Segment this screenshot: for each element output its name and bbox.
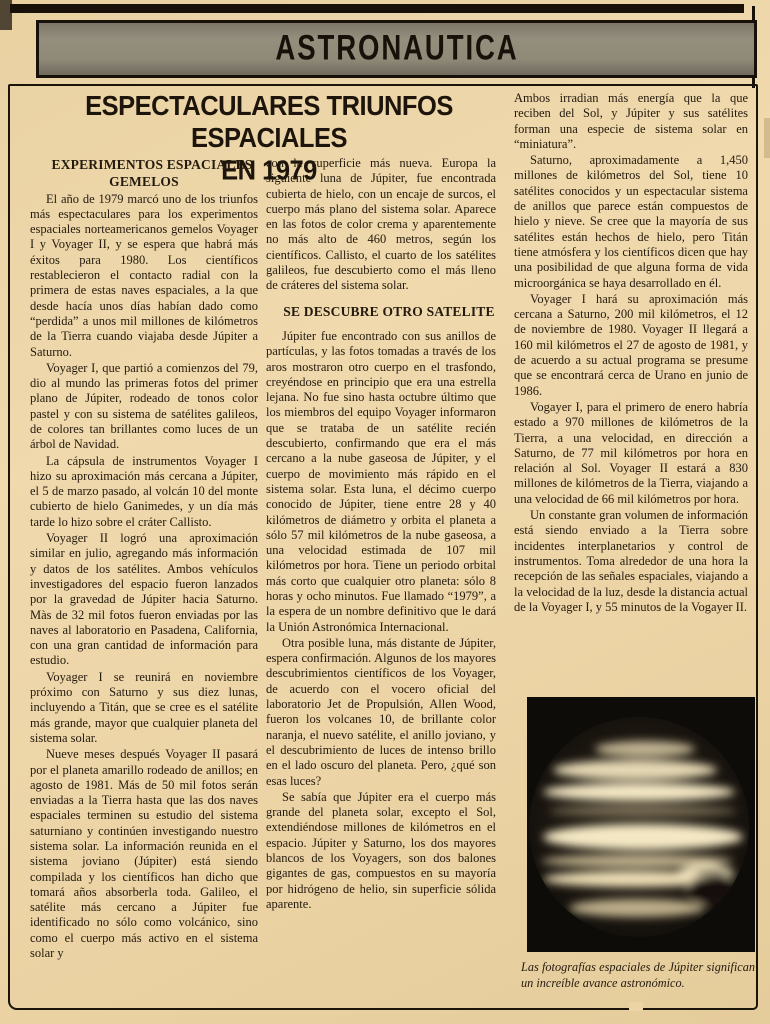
- paragraph: Voyager I hará su aproximación más cercana a Saturno, 200 mil kilómetros, el 12 de noviembre de 1980. Voyager II llegará a 160 mil kilómetros el 27 de agosto de 1981, y de acuerdo a su actual programa se presume que se encontrará cerca de Urano en junio de 1986.: [514, 291, 748, 398]
- paragraph: Nueve meses después Voyager II pasará por el planeta amarillo rodeado de anillos; en agosto de 1981. Más de 50 mil fotos serán enviadas a la Tierra hasta que las dos naves espaciales terminen su estudio del sistema saturniano y continúen investigando nuestro sistema solar. La información reunida en el sistema joviano (Júpiter) está siendo compilada y los científicos han dicho que tomará años absorberla toda. Galileo, el satélite más cercano a Júpiter fue identificado no sólo como volcánico, sino como el cuerpo más activo en el sistema solar y: [30, 747, 258, 961]
- subheading-experimentos: EXPERIMENTOS ESPACIALES GEMELOS: [51, 157, 253, 190]
- jupiter-photo-image: [527, 697, 755, 952]
- paragraph: Se sabía que Júpiter era el cuerpo más grande del planeta solar, excepto el Sol, extendiéndose millones de kilómetros en el espacio. Júpiter y Saturno, los dos mayores blancos de los Voyagers, son dos balones gigantes de gas, compuestos en su mayoría por hidrógeno de helio, sin superficie sólida aparente.: [266, 789, 496, 911]
- column-3: [514, 91, 748, 691]
- article-title-line2: EN 1979: [221, 156, 317, 187]
- column-2: [266, 156, 496, 1006]
- paragraph: Voyager II logró una aproximación similar en julio, agregando más información y datos de los satélites. Ambos vehículos investigadores del espacio fueron lanzados por la gravedad de Júpiter hacia Saturno. Màs de 32 mil fotos fueron enviadas por las naves al laboratorio en Pasadena, California, con una gran cantidad de información para estudio.: [30, 531, 258, 668]
- jupiter-photo: [527, 697, 755, 952]
- photo-caption: Las fotografías espaciales de Júpiter significan un increíble avance astronómico.: [521, 960, 755, 990]
- paragraph: Voyager I, que partió a comienzos del 79, dio al mundo las primeras fotos del primer plano de Júpiter, rodeado de tonos color pastel y con su sistema de satélites galileos, de colores tan brillantes como luces de un árbol de Navidad.: [30, 360, 258, 452]
- article-title-line1: ESPECTACULARES TRIUNFOS ESPACIALES: [85, 91, 453, 154]
- paragraph: Vogayer I, para el primero de enero habría estado a 970 millones de kilómetros de la Tierra, a una velocidad, en dirección a Saturno, de 77 mil kilómetros por hora en relación al Sol. Voyager II estará a 830 millones de kilómetros de la Tierra, viajando a una velocidad de 66 mil kilómetros por hora.: [514, 399, 748, 506]
- column-3-body: [514, 153, 748, 615]
- masthead-title: ASTRONAUTICA: [274, 29, 519, 68]
- paragraph: Otra posible luna, más distante de Júpiter, espera confirmación. Algunos de los mayores descubrimientos científicos de los Voyager, de acuerdo con el vocero oficial del laboratorio Jet de Propulsión, Allen Wood, fueron los volcanes 10, de brillante color naranja, el nuevo satélite, el anillo joviano, y el descubrimiento de luces de intenso brillo en el lado oscuro del planeta. Pero, ¿qué son esas luces?: [266, 635, 496, 788]
- top-rule: [10, 4, 744, 13]
- paragraph: Saturno, aproximadamente a 1,450 millones de kilómetros del Sol, tiene 10 satélites conocidos y un espectacular sistema de anillos que parece están compuestos de hielo y nieve. Se cree que la mayoría de sus satélites están hechos de hielo, pero Titán tiene atmósfera y los científicos dicen que hay una posibilidad de que alguna forma de vida microorgánica se haya desarrollado en él.: [514, 153, 748, 290]
- subheading-satelite: SE DESCUBRE OTRO SATELITE: [283, 303, 495, 319]
- paragraph-continuation: con la superficie más nueva. Europa la siguiente luna de Júpiter, fue encontrada cubierta de hielo, con un encaje de surcos, el cuerpo más plano del sistema solar. Aparece en las fotos de color crema y aparentemente no más alto de 460 metros, según los científicos. Callisto, el cuarto de los satélites galileos, fue descubierto como el más lleno de cráteres del sistema solar.: [266, 156, 496, 293]
- paragraph: La cápsula de instrumentos Voyager I hizo su aproximación más cercana a Júpiter, el 5 de marzo pasado, al volcán 10 del monte cubierto de hielo Ganimedes, y un día más tarde lo hizo sobre el cráter Callisto.: [30, 453, 258, 529]
- paragraph: Júpiter fue encontrado con sus anillos de partículas, y las fotos tomadas a través de los aros mostraron otro cuerpo en el trasfondo, creyéndose en principio que era una estrella lejana. No fue sino hasta octubre último que los miembros del equipo Voyager informaron que se trataba de un satélite recién descubierto, confirmando que era el más cercano a la nube gaseosa de Júpiter, y el cuerpo de movimiento más rápido en el sistema solar. Esta luna, el décimo cuerpo conocido de Júpiter, tiene entre 28 y 40 kilómetros de diámetro y orbita el planeta a sólo 57 mil kilómetros de la nube gaseosa, a una velocidad estimada de 107 mil kilómetros por hora. Tiene un periodo orbital más corto que cualquier otro planeta: sólo 8 horas y ocho minutos. Fue llamado “1979”, a la espera de un nombre definitivo que le dará la Unión Astronómica Internacional.: [266, 328, 496, 634]
- paper-smudge: [764, 118, 770, 158]
- paragraph: El año de 1979 marcó uno de los triunfos más espectaculares para los experimentos espaciales norteamericanos gemelos Voyager I y Voyager II, y se espera que habrá más éxitos para 1980. Los científicos restablecieron el contacto radial con la primera de estas naves espaciales, a la que desde hacía unos días habían dado como “perdida” a unos mil millones de kilómetros de la Tierra cuando viajaba desde Júpiter a Saturno.: [30, 191, 258, 359]
- column-2-body: [266, 329, 496, 912]
- paragraph: Voyager I se reunirá en noviembre próximo con Saturno y sus diez lunas, incluyendo a Titán, que se cree es el satélite más grande, mayor que cualquier planeta del sistema solar.: [30, 669, 258, 745]
- paragraph: Un constante gran volumen de información está siendo enviado a la Tierra sobre incidentes interplanetarios y control de instrumentos. Toma alrededor de una hora la recepción de las señales espaciales, viajando a la velocidad de la luz, desde la distancia actual de la Voyager I, y 55 minutos de la Vogayer II.: [514, 508, 748, 614]
- bottom-rule-gap: [629, 1002, 643, 1011]
- column-1: [30, 156, 258, 1004]
- paragraph-continuation: Ambos irradian más energía que la que reciben del Sol, y Júpiter y sus satélites forman una especie de sistema solar en “miniatura”.: [514, 91, 748, 151]
- column-1-body: [30, 192, 258, 962]
- section-masthead: [36, 20, 757, 78]
